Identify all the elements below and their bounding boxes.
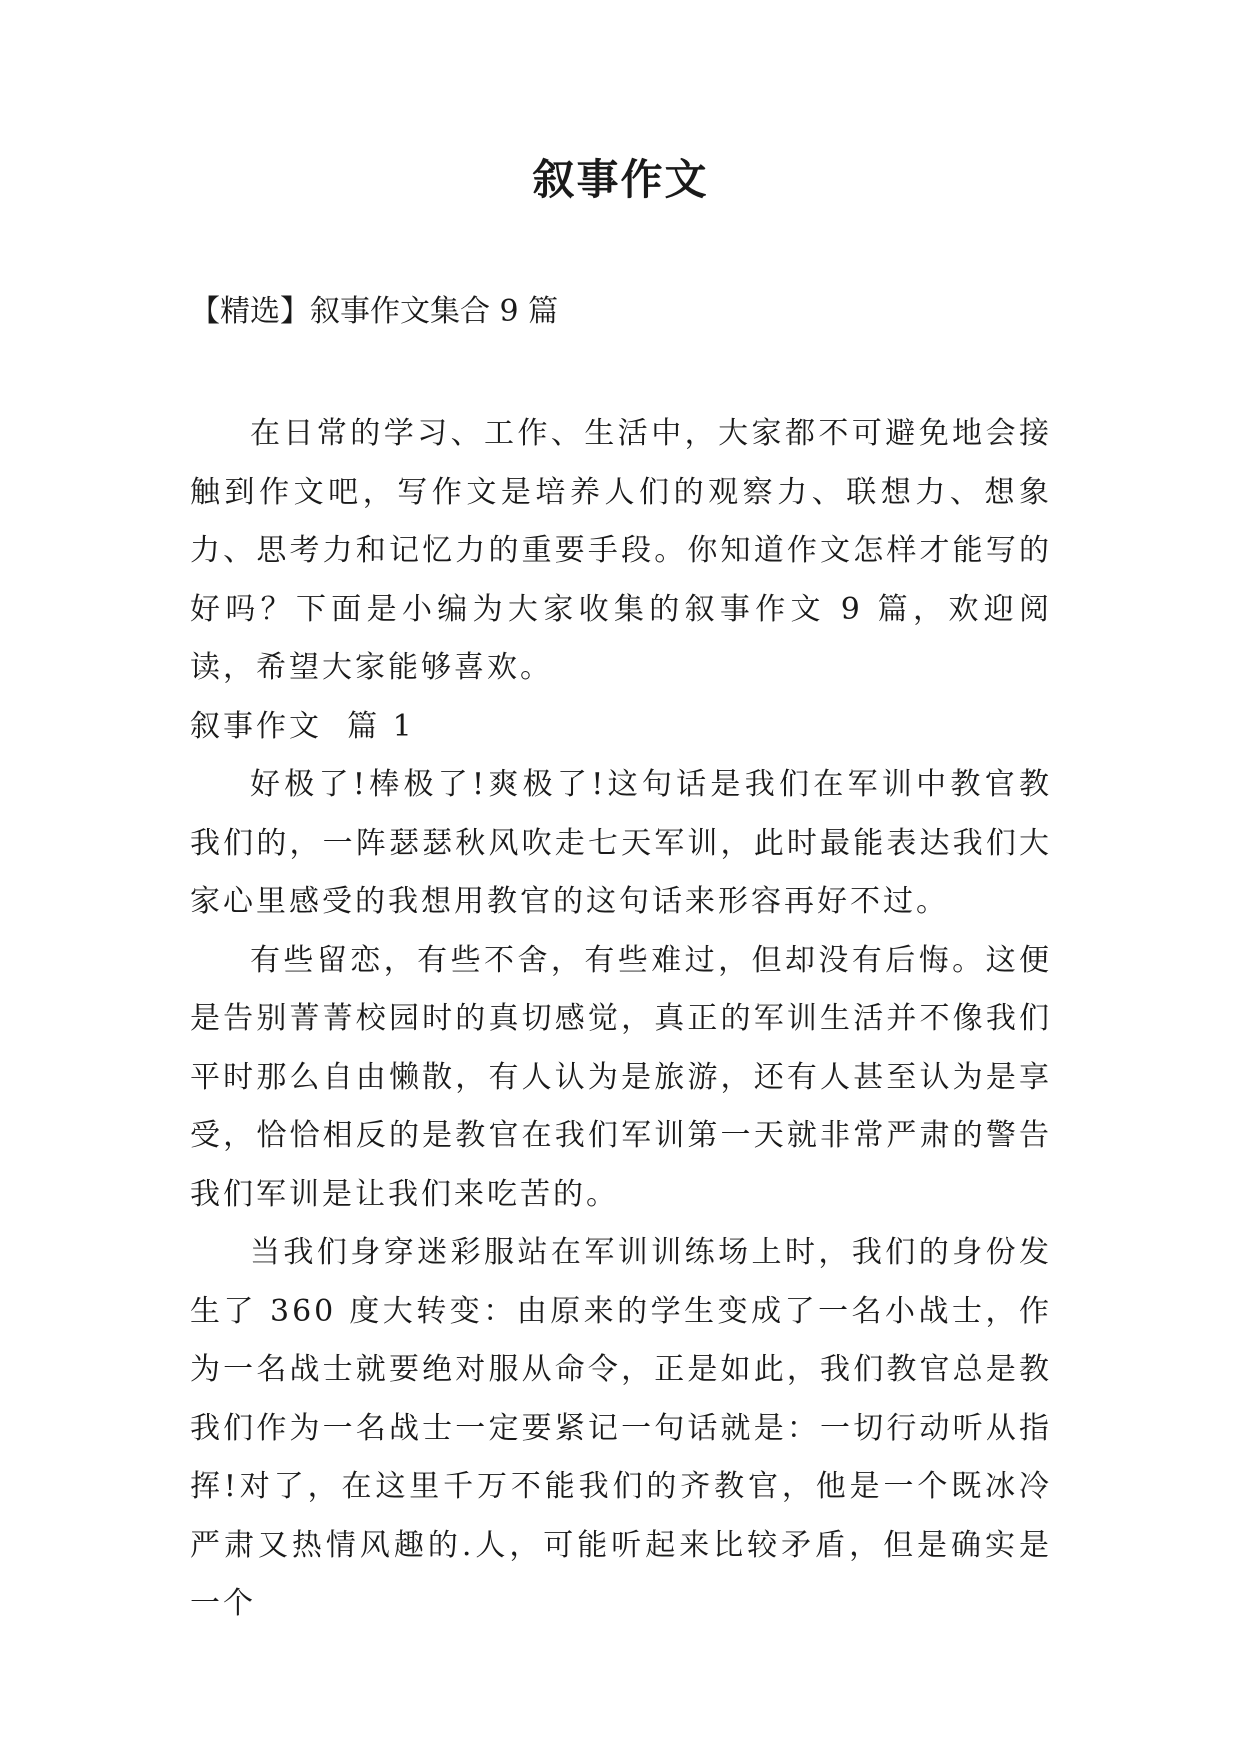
document-subtitle: 【精选】叙事作文集合 9 篇 <box>190 294 559 329</box>
body-paragraph-1: 好极了!棒极了!爽极了!这句话是我们在军训中教官教我们的，一阵瑟瑟秋风吹走七天军训，此时最能表达我们大家心里感受的我想用教官的这句话来形容再好不过。 <box>190 767 1052 919</box>
document-body <box>190 405 1052 1634</box>
body-paragraph-2: 有些留恋，有些不舍，有些难过，但却没有后悔。这便是告别菁菁校园时的真切感觉，真正的军训生活并不像我们平时那么自由懒散，有人认为是旅游，还有人甚至认为是享受，恰恰相反的是教官在我们军训第一天就非常严肃的警告我们军训是让我们来吃苦的。 <box>190 942 1052 1212</box>
document-title: 叙事作文 <box>532 155 709 204</box>
intro-paragraph: 在日常的学习、工作、生活中，大家都不可避免地会接触到作文吧，写作文是培养人们的观察力、联想力、想象力、思考力和记忆力的重要手段。你知道作文怎样才能写的好吗？下面是小编为大家收集的叙事作文 9 篇，欢迎阅读，希望大家能够喜欢。 <box>190 416 1052 685</box>
section-heading: 叙事作文 篇 1 <box>190 708 415 744</box>
body-paragraph-3: 当我们身穿迷彩服站在军训训练场上时，我们的身份发生了 360 度大转变：由原来的学生变成了一名小战士，作为一名战士就要绝对服从命令，正是如此，我们教官总是教我们作为一名战士一定要紧记一句话就是：一切行动听从指挥!对了，在这里千万不能我们的齐教官，他是一个既冰冷严肃又热情风趣的.人，可能听起来比较矛盾，但是确实是一个 <box>190 1235 1052 1621</box>
